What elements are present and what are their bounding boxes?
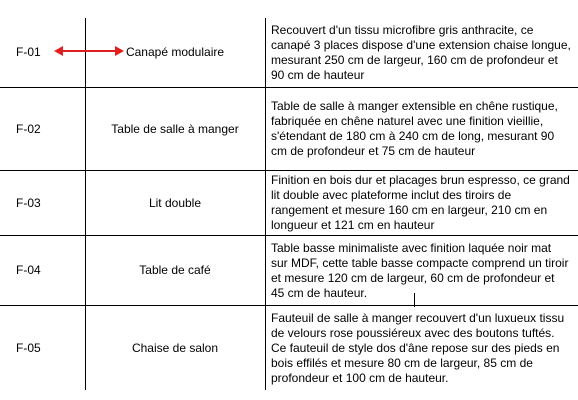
column-divider — [85, 18, 86, 390]
row-name: Chaise de salon — [131, 340, 219, 355]
row-description: Recouvert d'un tissu microfibre gris anthracite, ce canapé 3 places dispose d'une extension chaise longue, mesurant 250 cm de largeur, 160 cm de profondeur et 90 cm de hauteur — [271, 22, 571, 82]
row-id: F-03 — [16, 195, 41, 210]
row-id: F-02 — [16, 121, 41, 136]
column-divider — [265, 18, 266, 390]
table-row — [0, 306, 578, 390]
row-id: F-01 — [16, 45, 41, 59]
row-name: Canapé modulaire — [125, 45, 225, 59]
text-cursor — [414, 293, 415, 307]
row-name: Lit double — [148, 195, 202, 210]
row-description: Table basse minimaliste avec finition laquée noir mat sur MDF, cette table basse compacte comprend un tiroir et mesure 120 cm de largeur, 60 cm de profondeur et 45 cm de hauteur. — [271, 240, 569, 300]
row-description: Finition en bois dur et placages brun espresso, ce grand lit double avec plateforme inclut des tiroirs de rangement et mesure 160 cm en largeur, 210 cm en longueur et 121 cm en hauteur — [271, 173, 570, 232]
table-row — [0, 88, 578, 171]
double-arrow-icon[interactable] — [54, 45, 124, 57]
row-description: Fauteuil de salle à manger recouvert d'un luxueux tissu de velours rose poussiéreux avec des boutons tuftés. Ce fauteuil de style dos d'âne repose sur des pieds en bois effilés et mesure 80 cm de largeur, 85 cm de profondeur et 100 cm de hauteur. — [271, 310, 565, 385]
row-name: Table de salle à manger — [111, 121, 239, 136]
row-name: Table de café — [139, 263, 211, 277]
table-row — [0, 236, 578, 306]
row-id: F-05 — [16, 340, 41, 355]
row-description: Table de salle à manger extensible en chêne rustique, fabriquée en chêne naturel avec une finition vieillie, s'étendant de 180 cm à 240 cm de long, mesurant 90 cm de profondeur et 75 cm de hauteur — [271, 99, 558, 158]
table-row — [0, 171, 578, 236]
row-id: F-04 — [16, 263, 41, 277]
